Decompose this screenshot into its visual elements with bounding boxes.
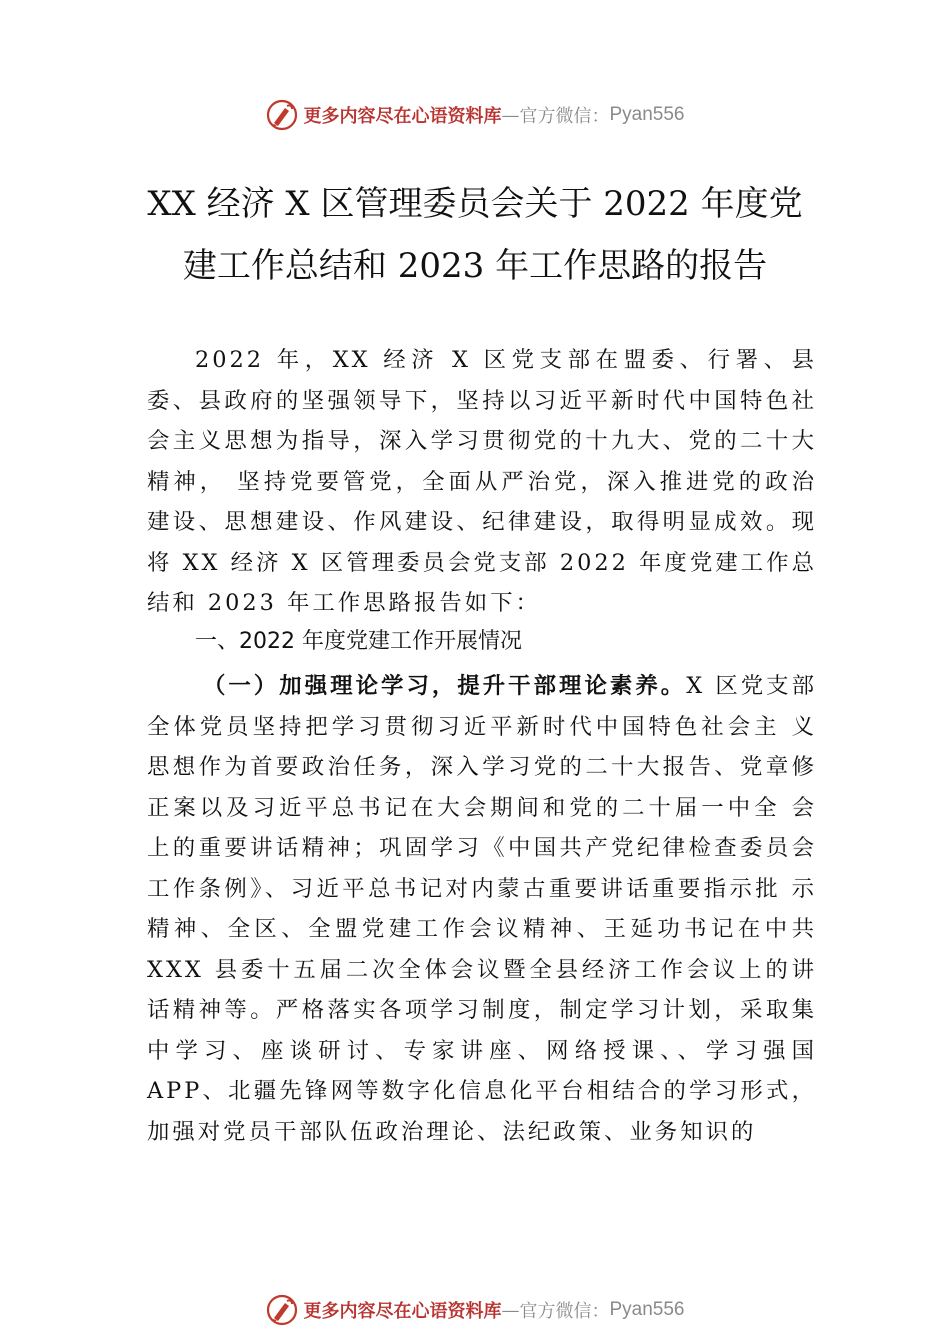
- banner-main-text: 更多内容尽在心语资料库: [303, 1301, 502, 1322]
- banner-dash: —: [501, 104, 520, 126]
- banner-sub-text: 官方微信：: [519, 1301, 610, 1322]
- item-1-lead: （一）加强理论学习，提升干部理论素养。: [203, 673, 687, 699]
- document-title-line-2: 建工作总结和 2023 年工作思路的报告: [182, 246, 768, 286]
- section-heading-1: 一、2022 年度党建工作开展情况: [195, 629, 522, 654]
- banner-main-text: 更多内容尽在心语资料库: [303, 106, 502, 127]
- pen-nib-circle-logo-icon: [265, 98, 299, 132]
- banner-dash: —: [501, 1299, 520, 1321]
- pen-nib-circle-logo-icon: [265, 1293, 299, 1327]
- watermark-banner-top: [0, 95, 950, 135]
- banner-sub-text: 官方微信：: [519, 106, 610, 127]
- section-1-item-1-paragraph: [147, 666, 817, 1152]
- document-title-line-1: XX 经济 X 区管理委员会关于 2022 年度党: [147, 184, 803, 224]
- watermark-banner-bottom: [0, 1290, 950, 1330]
- banner-wechat-id: Pyan556: [609, 104, 685, 125]
- intro-paragraph: 2022 年，XX 经济 X 区党支部在盟委、行署、县委、县政府的坚强领导下，坚持以习近平新时代中国特色社会主义思想为指导，深入学习贯彻党的十九大、党的二十大精神， 坚持党要管党，全面从严治党，深入推进党的政治建设、思想建设、作风建设、纪律建设，取得明显成效。现将 XX 经济 X 区管理委员会党支部 2022 年度党建工作总结和 2023 年工作思路报告如下：: [147, 347, 817, 616]
- banner-wechat-id: Pyan556: [609, 1299, 685, 1320]
- item-1-body: X 区党支部全体党员坚持把学习贯彻习近平新时代中国特色社会主 义思想作为首要政治任务，深入学习党的二十大报告、党章修正案以及习近平总书记在大会期间和党的二十届一中全 会上的重要讲话精神；巩固学习《中国共产党纪律检查委员会工作条例》、习近平总书记对内蒙古重要讲话重要指示批 示精神、全区、全盟党建工作会议精神、王延功书记在中共 XXX 县委十五届二次全体会议暨全县经济工作会议上的讲话精神等。严格落实各项学习制度，制定学习计划，采取集中学习、座谈研讨、专家讲座、网络授课、、学习强国 APP、北疆先锋网等数字化信息化平台相结合的学习形式，加强对党员干部队伍政治理论、法纪政策、业务知识的: [147, 673, 818, 1145]
